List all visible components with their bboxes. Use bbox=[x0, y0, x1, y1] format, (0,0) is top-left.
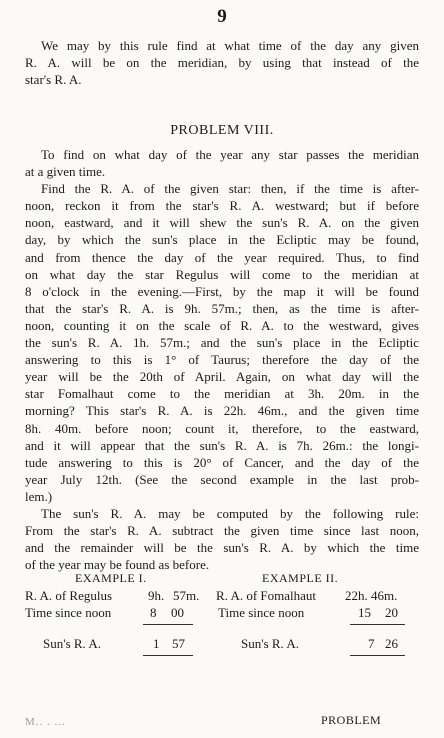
example-1-row-2-minutes: 00 bbox=[171, 605, 184, 620]
text-line: at a given time. bbox=[25, 164, 106, 180]
text-line: 8 o'clock in the evening.—First, by the map it will be found bbox=[25, 283, 419, 299]
example-1-sum-rule bbox=[143, 624, 193, 625]
example-1-row-1-minutes: 57m. bbox=[173, 588, 200, 603]
print-smudge: M.. . ... bbox=[25, 716, 66, 728]
text-line: star Fomalhaut come to the meridian at 3h. 20m. in the bbox=[25, 386, 419, 402]
example-2-result-hours: 7 bbox=[368, 636, 375, 651]
text-line: Find the R. A. of the given star: then, if the time is after- bbox=[41, 181, 419, 197]
example-2-row-1-label: R. A. of Fomalhaut bbox=[216, 588, 317, 603]
example-2-row-2-minutes: 20 bbox=[385, 605, 398, 620]
example-2-row-2-hours: 15 bbox=[358, 605, 371, 620]
text-line: To find on what day of the year any star passes the meridian bbox=[41, 147, 419, 162]
text-line: We may by this rule find at what time of the day any given bbox=[41, 38, 419, 53]
example-2-row-1-value: 22h. 46m. bbox=[345, 588, 398, 603]
example-2-title: EXAMPLE II. bbox=[262, 571, 339, 585]
text-line: of the year may be found as before. bbox=[25, 557, 210, 573]
text-line: year July 12th. (See the second example in the last prob- bbox=[25, 471, 419, 487]
example-1-row-1-label: R. A. of Regulus bbox=[25, 588, 113, 603]
text-line: star's R. A. bbox=[25, 72, 82, 88]
text-line: tude answering to this is 20° of Cancer, and the day of the bbox=[25, 454, 419, 470]
example-1-row-2-label: Time since noon bbox=[25, 605, 112, 620]
example-1-result-minutes: 57 bbox=[172, 636, 185, 651]
text-line: noon, reckon it from the star's R. A. westward; but if before bbox=[25, 198, 419, 214]
example-1-title: EXAMPLE I. bbox=[75, 571, 147, 585]
text-line: R. A. will be on the meridian, by using that instead of the bbox=[25, 55, 419, 71]
example-1-row-1-hours: 9h. bbox=[148, 588, 165, 603]
text-line: 8h. 40m. before noon; count it, therefore, to the eastward, bbox=[25, 420, 419, 436]
text-line: answering to this is 1° of Taurus; therefore the day of the bbox=[25, 352, 419, 368]
text-line: and from thence the day of the year required. Thus, to find bbox=[25, 249, 419, 265]
footer-catchword: PROBLEM bbox=[321, 713, 382, 727]
text-line: noon, counting it on the scale of R. A. to the westward, gives bbox=[25, 317, 419, 333]
text-line: that the star's R. A. is 9h. 57m.; then, as the time is after- bbox=[25, 300, 419, 316]
text-line: From the star's R. A. subtract the given time since last noon, bbox=[25, 523, 419, 539]
problem-body bbox=[25, 146, 419, 573]
example-1-result-label: Sun's R. A. bbox=[43, 636, 101, 651]
example-2-result-minutes: 26 bbox=[385, 636, 398, 651]
text-line: the sun's R. A. 1h. 57m.; and the sun's place in the Ecliptic bbox=[25, 335, 419, 351]
text-line: noon, eastward, and it will shew the sun's R. A. on the given bbox=[25, 215, 419, 231]
example-1-result-hours: 1 bbox=[153, 636, 160, 651]
example-1-result-rule bbox=[143, 655, 193, 656]
intro-paragraph bbox=[25, 37, 419, 88]
example-2-result-rule bbox=[350, 655, 405, 656]
example-1-row-2-hours: 8 bbox=[150, 605, 157, 620]
page-number: 9 bbox=[217, 6, 227, 27]
text-line: day, by which the sun's place in the Ecliptic may be found, bbox=[25, 232, 419, 248]
example-2-sum-rule bbox=[350, 624, 405, 625]
text-line: year will be the 20th of April. Again, on what day will the bbox=[25, 369, 419, 385]
text-line: and it will appear that the sun's R. A. is 7h. 26m.: the longi- bbox=[25, 437, 419, 453]
example-2-row-2-label: Time since noon bbox=[218, 605, 305, 620]
example-2-result-label: Sun's R. A. bbox=[241, 636, 299, 651]
text-line: on what day the star Regulus will come to the meridian at bbox=[25, 266, 419, 282]
text-line: and the remainder will be the sun's R. A. by which the time bbox=[25, 540, 419, 556]
problem-heading: PROBLEM VIII. bbox=[170, 123, 274, 138]
text-line: lem.) bbox=[25, 488, 53, 504]
text-line: morning? This star's R. A. is 22h. 46m., and the given time bbox=[25, 403, 419, 419]
text-line: The sun's R. A. may be computed by the following rule: bbox=[41, 505, 419, 521]
